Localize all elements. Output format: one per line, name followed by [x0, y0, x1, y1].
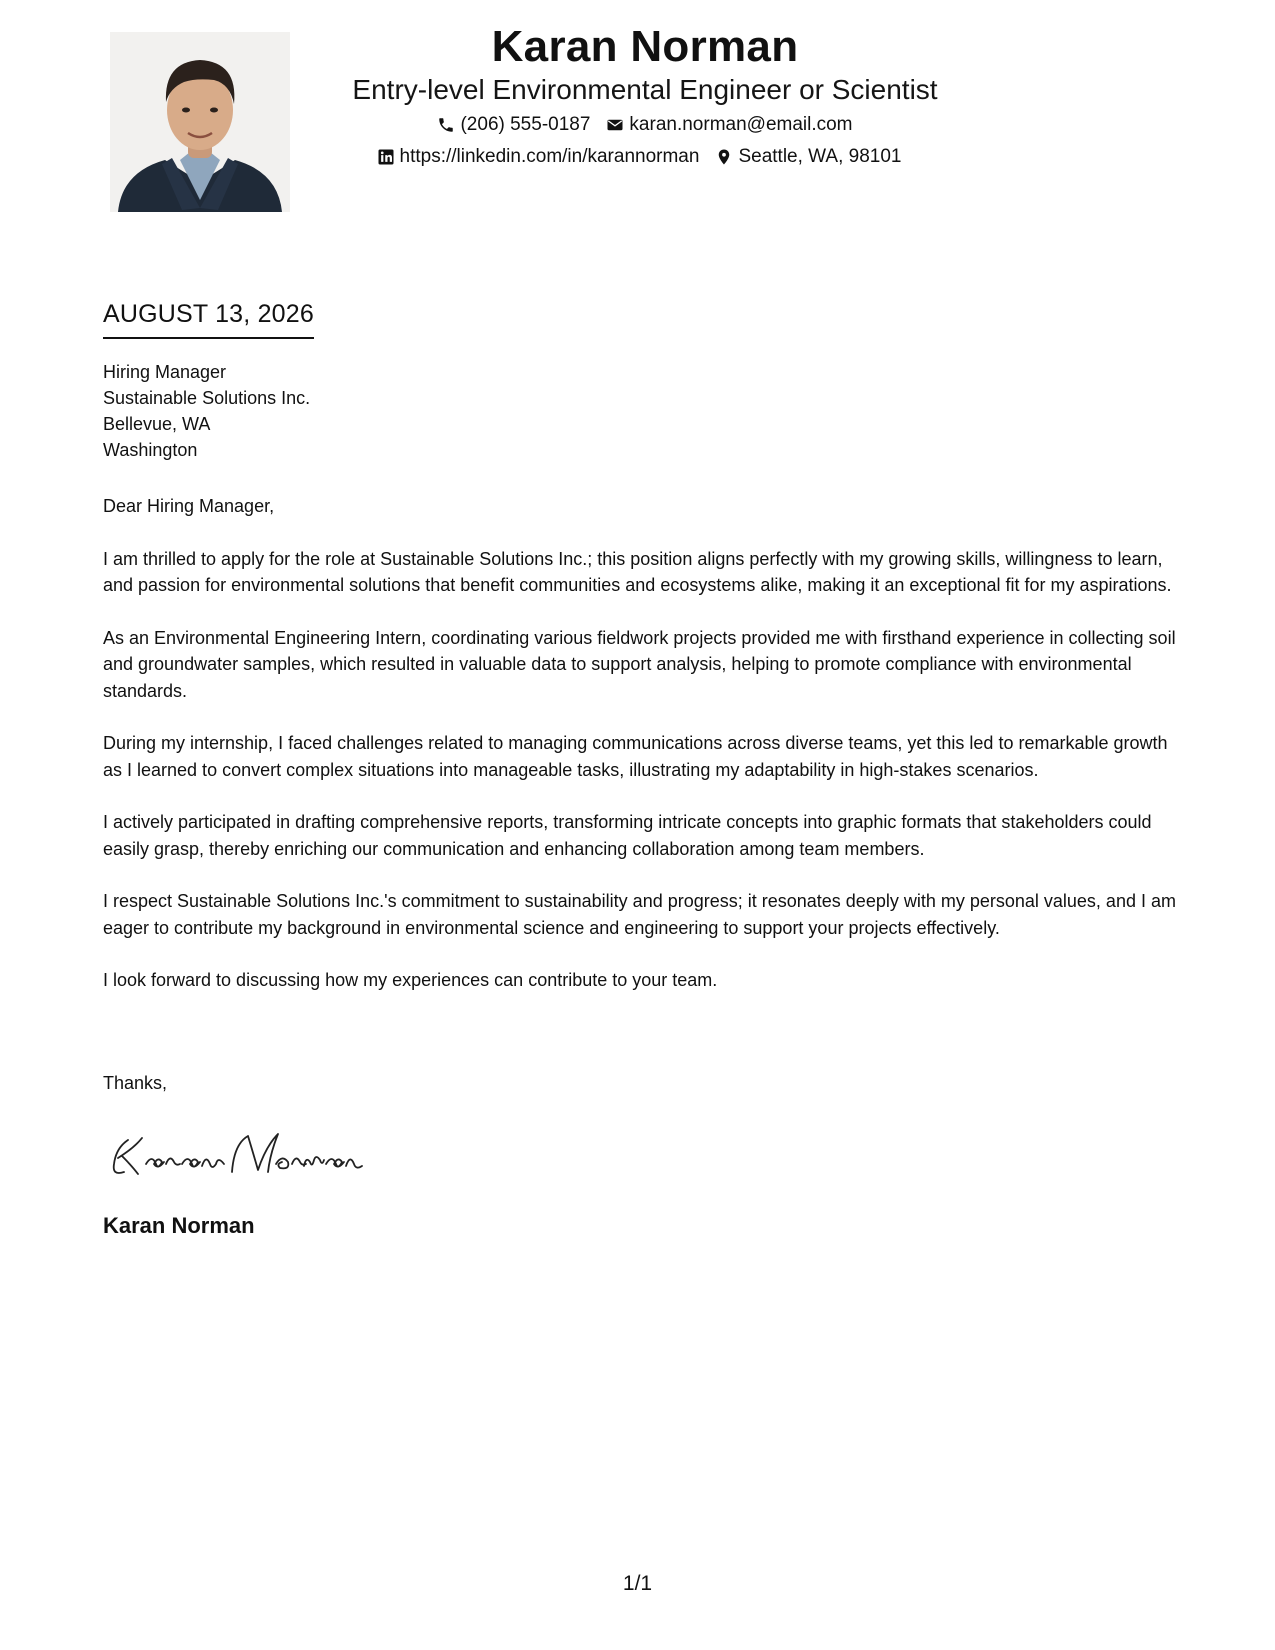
phone-icon: [437, 116, 455, 134]
recipient-block: [103, 359, 310, 463]
applicant-name: Karan Norman: [491, 22, 799, 71]
body-paragraph: I am thrilled to apply for the role at Sustainable Solutions Inc.; this position aligns perfectly with my growing skills, willingness to learn, and passion for environmental solutions that benefit communities and ecosystems alike, making it an exceptional fit for my aspirations.: [103, 548, 1172, 595]
body-paragraph: I respect Sustainable Solutions Inc.'s commitment to sustainability and progress; it resonates deeply with my personal values, and I am eager to contribute my background in environmental science and engineering to support your projects effectively.: [103, 891, 1176, 938]
applicant-role: Entry-level Environmental Engineer or Scientist: [352, 74, 938, 105]
recipient-line: Sustainable Solutions Inc.: [103, 388, 311, 408]
contact-line-2: [0, 146, 1275, 168]
page-number: 1/1: [622, 1572, 653, 1595]
signer-name: Karan Norman: [103, 1213, 255, 1238]
envelope-icon: [606, 116, 624, 134]
salutation: Dear Hiring Manager,: [103, 496, 275, 516]
letter-date: AUGUST 13, 2026: [103, 300, 314, 339]
email-address: karan.norman@email.com: [629, 114, 853, 135]
recipient-line: Washington: [103, 440, 198, 460]
contact-line-1: [0, 114, 1275, 136]
closing: Thanks,: [103, 1073, 168, 1093]
handwritten-signature: [108, 1126, 368, 1186]
linkedin-url[interactable]: https://linkedin.com/in/karannorman: [399, 146, 700, 167]
map-pin-icon: [715, 148, 733, 166]
linkedin-icon: [377, 148, 395, 166]
location-contact: [715, 146, 901, 168]
phone-number: (206) 555-0187: [460, 114, 591, 135]
linkedin-contact: [377, 146, 700, 168]
body-paragraph: As an Environmental Engineering Intern, coordinating various fieldwork projects provided me with firsthand experience in collecting soil and groundwater samples, which resulted in valuable data to support analysis, helping to promote compliance with environmental standards.: [103, 627, 1176, 701]
body-paragraph: I look forward to discussing how my experiences can contribute to your team.: [103, 970, 718, 990]
body-paragraph: I actively participated in drafting comprehensive reports, transforming intricate concepts into graphic formats that stakeholders could easily grasp, thereby enriching our communication and enhancing collaboration among team members.: [103, 812, 1152, 859]
location-text: Seattle, WA, 98101: [738, 146, 902, 167]
email-contact: [606, 114, 852, 136]
body-paragraph: During my internship, I faced challenges related to managing communications across diverse teams, yet this led to remarkable growth as I learned to convert complex situations into manageable tasks, illustrating my adaptability in high-stakes scenarios.: [103, 733, 1168, 780]
letter-body: [103, 493, 1183, 1020]
recipient-line: Bellevue, WA: [103, 414, 211, 434]
recipient-line: Hiring Manager: [103, 362, 227, 382]
phone-contact: [437, 114, 590, 136]
